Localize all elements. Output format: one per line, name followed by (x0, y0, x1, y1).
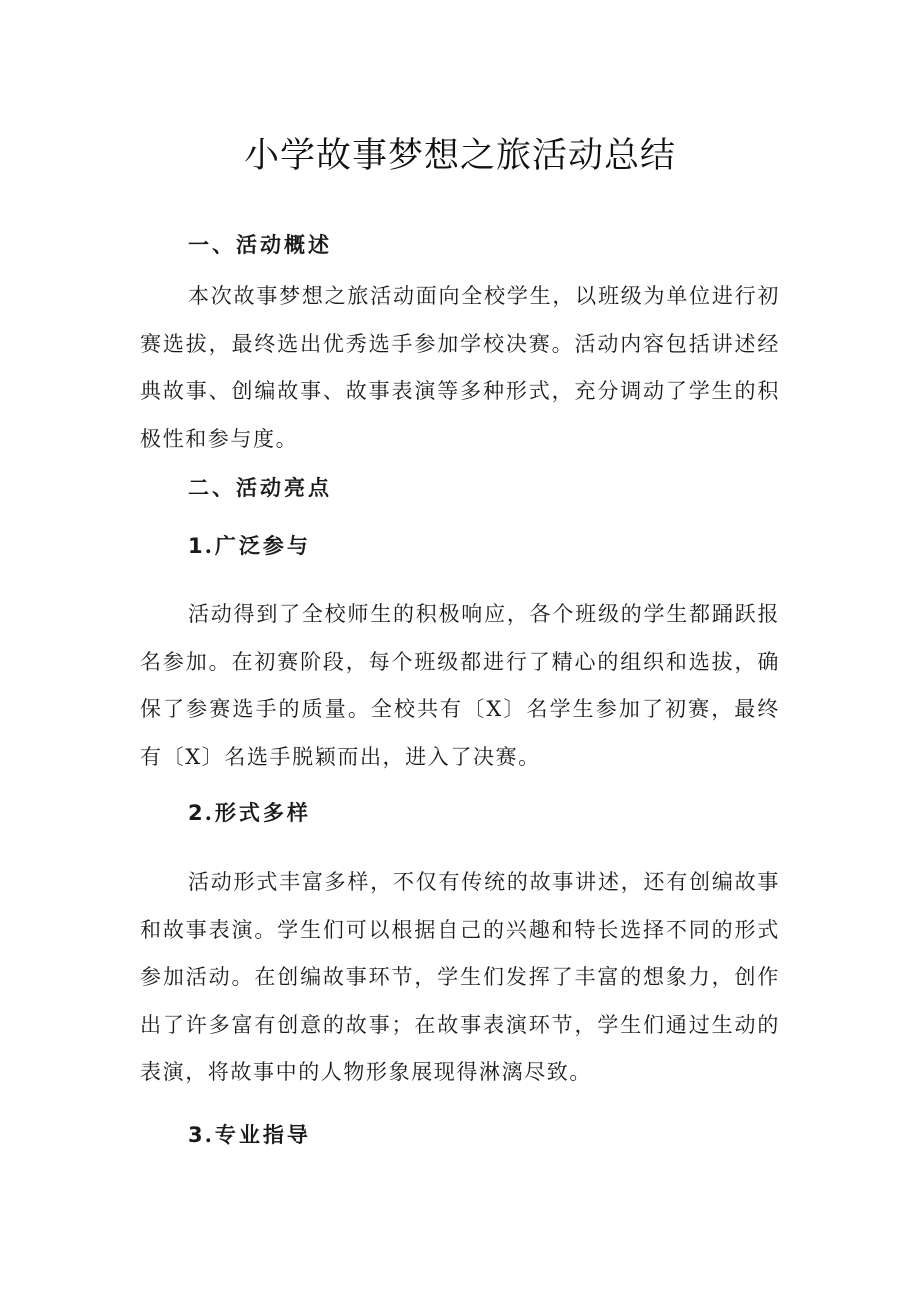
forms-paragraph: 活动形式丰富多样，不仅有传统的故事讲述，还有创编故事和故事表演。学生们可以根据自己的兴趣和特长选择不同的形式参加活动。在创编故事环节，学生们发挥了丰富的想象力，创作出了许多富有创意的故事；在故事表演环节，学生们通过生动的表演，将故事中的人物形象展现得淋漓尽致。 (140, 870, 780, 1084)
subheading-participation (188, 531, 311, 561)
subheading-number: 3 (188, 1123, 205, 1147)
section-heading-overview: 一、活动概述 (188, 232, 332, 257)
subheading-number: 1 (188, 534, 205, 558)
subheading-text: .专业指导 (204, 1122, 311, 1147)
document-title: 小学故事梦想之旅活动总结 (243, 136, 676, 176)
subheading-text: .广泛参与 (204, 533, 311, 558)
participation-paragraph: 活动得到了全校师生的积极响应，各个班级的学生都踊跃报名参加。在初赛阶段，每个班级都进行了精心的组织和选拔，确保了参赛选手的质量。全校共有〔X〕名学生参加了初赛，最终有〔X〕名选手脱颖而出，进入了决赛。 (140, 602, 780, 769)
section-heading-highlights: 二、活动亮点 (188, 475, 332, 500)
subheading-guidance (188, 1120, 311, 1150)
overview-paragraph: 本次故事梦想之旅活动面向全校学生，以班级为单位进行初赛选拔，最终选出优秀选手参加学校决赛。活动内容包括讲述经典故事、创编故事、故事表演等多种形式，充分调动了学生的积极性和参与度。 (140, 284, 780, 451)
subheading-number: 2 (188, 801, 205, 825)
subheading-forms (188, 798, 311, 828)
subheading-text: .形式多样 (204, 800, 311, 825)
